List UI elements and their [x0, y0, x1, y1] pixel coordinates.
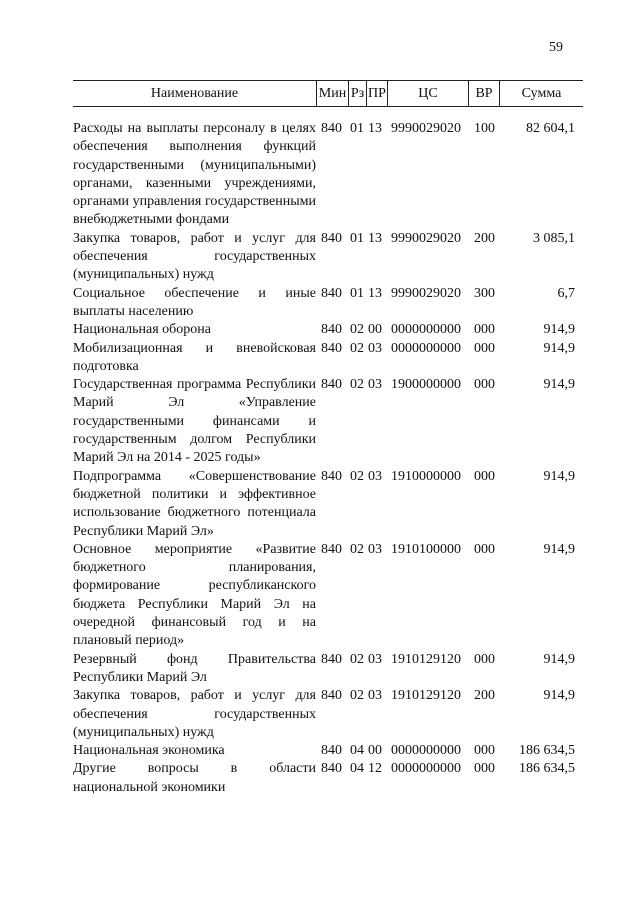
- header-name: Наименование: [150, 86, 239, 101]
- row-rz: 01: [350, 285, 364, 301]
- table-row: [73, 340, 583, 377]
- row-vr: 100: [474, 121, 495, 136]
- row-sum: 186 634,5: [519, 743, 575, 759]
- row-min: 840: [321, 230, 342, 246]
- row-vr: 300: [474, 285, 495, 301]
- row-sum: 914,9: [543, 541, 575, 557]
- row-vr: 200: [474, 688, 495, 704]
- row-rz: 02: [350, 468, 364, 484]
- row-vr: 200: [474, 230, 495, 246]
- row-cs: 1910000000: [391, 468, 461, 484]
- row-sum: 3 085,1: [533, 230, 575, 246]
- row-min: 840: [321, 743, 342, 759]
- row-name: Национальная оборона: [73, 322, 211, 338]
- table-row: [73, 468, 583, 541]
- page-number: 59: [549, 40, 563, 55]
- row-pr: 03: [368, 468, 382, 484]
- table-header: [73, 80, 583, 107]
- row-pr: 13: [368, 285, 382, 301]
- row-min: 840: [321, 761, 342, 777]
- row-name: Подпрограмма «Совершенствование бюджетной политики и эффективное использование бюджетного потенциала Республики Марий Эл»: [73, 468, 316, 539]
- row-name: Закупка товаров, работ и услуг для обеспечения государственных (муниципальных) нужд: [73, 688, 316, 740]
- table-row: [73, 541, 583, 651]
- row-sum: 914,9: [543, 651, 575, 667]
- table-row: [73, 321, 583, 339]
- row-min: 840: [321, 121, 342, 136]
- row-vr: 000: [474, 468, 495, 484]
- row-name: Социальное обеспечение и иные выплаты населению: [73, 285, 316, 319]
- row-name: Расходы на выплаты персоналу в целях обеспечения выполнения функций государственными (муниципальными) органами, казенными учреждениями, органами управления государственными внебюджетными фондами: [73, 121, 316, 228]
- row-pr: 13: [368, 121, 382, 136]
- row-min: 840: [321, 322, 342, 338]
- row-pr: 00: [368, 743, 382, 759]
- row-rz: 02: [350, 322, 364, 338]
- row-rz: 04: [350, 761, 364, 777]
- row-cs: 9990029020: [391, 121, 461, 136]
- row-rz: 02: [350, 688, 364, 704]
- row-sum: 82 604,1: [526, 121, 575, 136]
- table-body: [73, 120, 583, 797]
- row-sum: 186 634,5: [519, 761, 575, 777]
- row-name: Другие вопросы в области национальной экономики: [73, 761, 316, 795]
- table-row: [73, 120, 583, 230]
- row-cs: 1910100000: [391, 541, 461, 557]
- row-name: Закупка товаров, работ и услуг для обеспечения государственных (муниципальных) нужд: [73, 230, 316, 283]
- row-rz: 02: [350, 340, 364, 356]
- header-cs: ЦС: [418, 86, 438, 101]
- row-name: Резервный фонд Правительства Республики Марий Эл: [73, 651, 316, 685]
- row-vr: 000: [474, 651, 495, 667]
- row-sum: 914,9: [543, 688, 575, 704]
- row-sum: 914,9: [543, 377, 575, 393]
- row-name: Государственная программа Республики Марий Эл «Управление государственными финансами и государственным долгом Республики Марий Эл на 2014 - 2025 годы»: [73, 377, 316, 466]
- row-rz: 01: [350, 121, 364, 136]
- row-pr: 12: [368, 761, 382, 777]
- row-sum: 914,9: [543, 468, 575, 484]
- header-rz: Рз: [350, 86, 365, 101]
- row-min: 840: [321, 340, 342, 356]
- row-min: 840: [321, 651, 342, 667]
- row-vr: 000: [474, 377, 495, 393]
- row-sum: 914,9: [543, 340, 575, 356]
- row-cs: 0000000000: [391, 743, 461, 759]
- table-row: [73, 651, 583, 688]
- row-rz: 02: [350, 377, 364, 393]
- row-min: 840: [321, 541, 342, 557]
- row-sum: 914,9: [543, 322, 575, 338]
- row-cs: 9990029020: [391, 230, 461, 246]
- row-pr: 03: [368, 377, 382, 393]
- row-min: 840: [321, 377, 342, 393]
- table-row: [73, 376, 583, 467]
- row-pr: 03: [368, 688, 382, 704]
- row-cs: 9990029020: [391, 285, 461, 301]
- row-vr: 000: [474, 761, 495, 777]
- budget-table: [73, 80, 583, 795]
- row-sum: 6,7: [557, 285, 575, 301]
- row-name: Мобилизационная и вневойсковая подготовка: [73, 340, 316, 374]
- row-name: Национальная экономика: [73, 743, 225, 759]
- row-vr: 000: [474, 541, 495, 557]
- table-row: [73, 230, 583, 285]
- header-vr: ВР: [475, 86, 493, 101]
- row-cs: 1900000000: [391, 377, 461, 393]
- row-pr: 03: [368, 340, 382, 356]
- header-pr: ПР: [368, 86, 386, 101]
- row-pr: 13: [368, 230, 382, 246]
- row-cs: 0000000000: [391, 322, 461, 338]
- row-rz: 02: [350, 541, 364, 557]
- row-cs: 0000000000: [391, 340, 461, 356]
- row-name: Основное мероприятие «Развитие бюджетного планирования, формирование республиканского бюджета Республики Марий Эл на очередной финансовый год и на плановый период»: [73, 541, 316, 649]
- table-row: [73, 760, 583, 797]
- row-pr: 00: [368, 322, 382, 338]
- row-min: 840: [321, 285, 342, 301]
- header-min: Мин: [318, 86, 347, 101]
- row-pr: 03: [368, 651, 382, 667]
- row-vr: 000: [474, 340, 495, 356]
- row-min: 840: [321, 468, 342, 484]
- row-min: 840: [321, 688, 342, 704]
- row-cs: 1910129120: [391, 651, 461, 667]
- row-cs: 0000000000: [391, 761, 461, 777]
- row-vr: 000: [474, 322, 495, 338]
- table-row: [73, 687, 583, 742]
- row-rz: 02: [350, 651, 364, 667]
- row-vr: 000: [474, 743, 495, 759]
- row-pr: 03: [368, 541, 382, 557]
- header-sum: Сумма: [521, 86, 562, 101]
- row-rz: 04: [350, 743, 364, 759]
- table-row: [73, 285, 583, 322]
- row-cs: 1910129120: [391, 688, 461, 704]
- table-row: [73, 742, 583, 760]
- row-rz: 01: [350, 230, 364, 246]
